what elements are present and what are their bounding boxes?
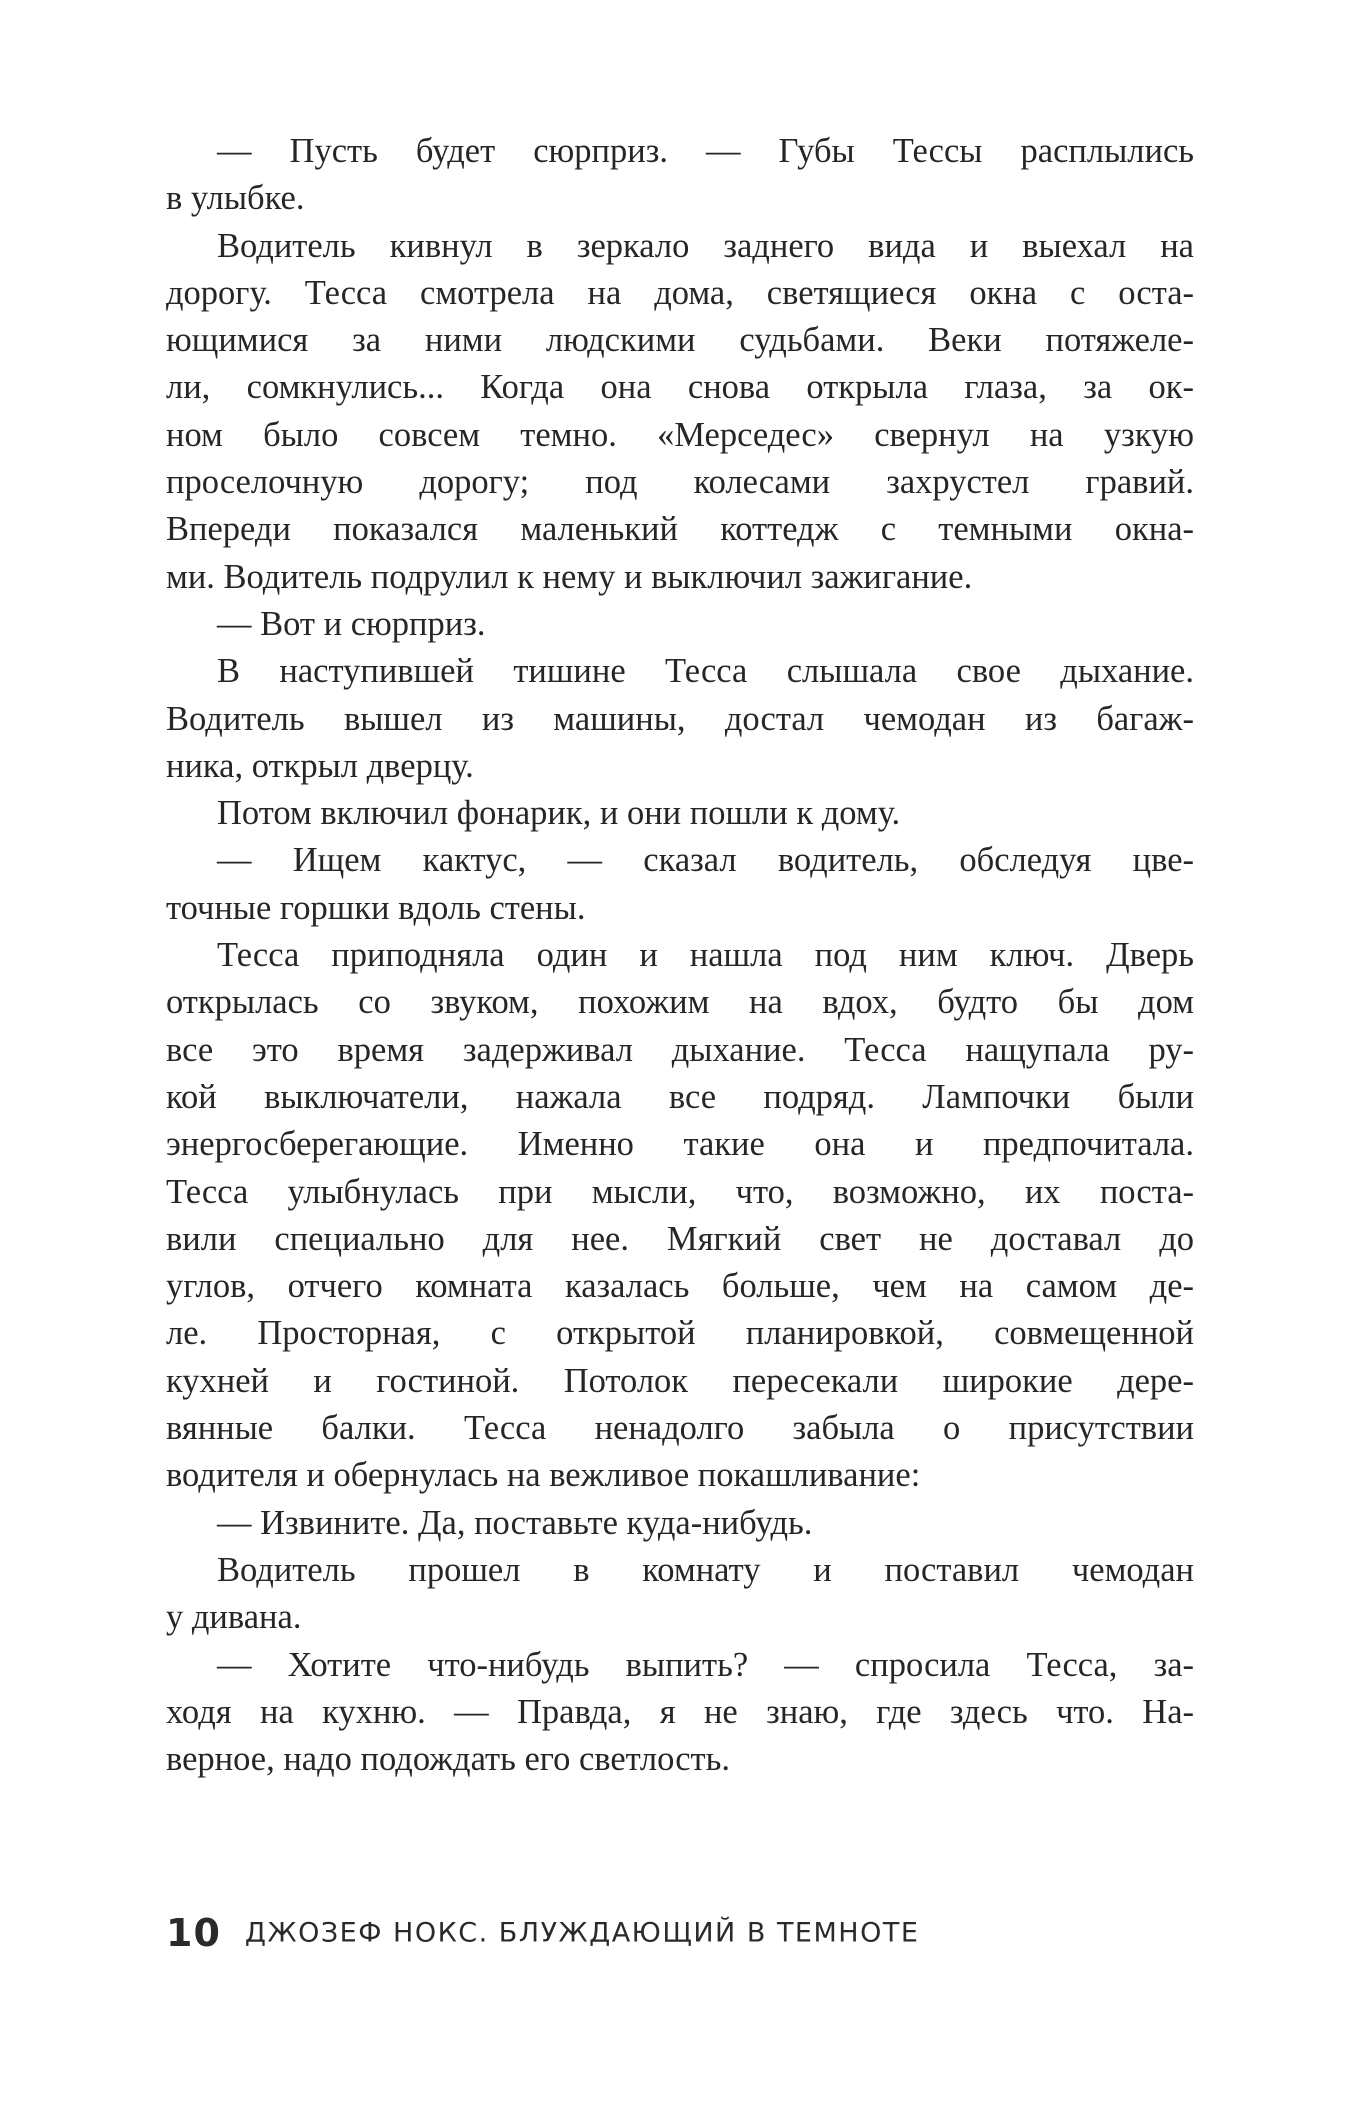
text-line: кой выключатели, нажала все подряд. Лампочки были <box>166 1077 1194 1116</box>
text-line: водителя и обернулась на вежливое покашливание: <box>166 1456 921 1495</box>
text-line: ми. Водитель подрулил к нему и выключил зажигание. <box>166 557 973 596</box>
text-line: все это время задерживал дыхание. Тесса нащупала ру- <box>166 1030 1194 1069</box>
text-line: открылась со звуком, похожим на вдох, будто бы дом <box>166 983 1194 1022</box>
text-line: дорогу. Тесса смотрела на дома, светящиеся окна с оста- <box>166 273 1194 312</box>
text-line: проселочную дорогу; под колесами захрустел гравий. <box>166 463 1194 502</box>
text-line: ном было совсем темно. «Мерседес» свернул на узкую <box>166 415 1194 454</box>
text-line: Потом включил фонарик, и они пошли к дому. <box>217 794 901 833</box>
text-line: — Хотите что-нибудь выпить? — спросила Тесса, за- <box>217 1645 1194 1684</box>
text-line: Водитель прошел в комнату и поставил чемодан <box>217 1550 1194 1589</box>
text-line: ника, открыл дверцу. <box>166 746 474 785</box>
text-line: Впереди показался маленький коттедж с темными окна- <box>166 510 1194 549</box>
text-line: ли, сомкнулись... Когда она снова открыла глаза, за ок- <box>166 368 1194 407</box>
text-line: Водитель кивнул в зеркало заднего вида и выехал на <box>217 226 1194 265</box>
text-line: Тесса приподняла один и нашла под ним ключ. Дверь <box>217 936 1194 975</box>
page-number: 10 <box>166 1911 221 1956</box>
text-line: вили специально для нее. Мягкий свет не доставал до <box>166 1219 1194 1258</box>
body-text <box>166 128 1194 1783</box>
text-line: — Вот и сюрприз. <box>217 604 486 643</box>
text-line: ле. Просторная, с открытой планировкой, совмещенной <box>166 1314 1194 1353</box>
text-line: ющимися за ними людскими судьбами. Веки потяжеле- <box>166 321 1194 360</box>
page-footer <box>166 1911 919 1955</box>
text-line: верное, надо подождать его светлость. <box>166 1740 730 1779</box>
text-line: в улыбке. <box>166 179 305 218</box>
text-line: — Пусть будет сюрприз. — Губы Тессы расплылись <box>217 132 1194 170</box>
text-line: у дивана. <box>166 1598 302 1637</box>
text-line: Водитель вышел из машины, достал чемодан из багаж- <box>166 699 1194 738</box>
text-line: ходя на кухню. — Правда, я не знаю, где здесь что. На- <box>166 1692 1194 1731</box>
text-line: В наступившей тишине Тесса слышала свое дыхание. <box>217 652 1194 691</box>
text-line: углов, отчего комната казалась больше, чем на самом де- <box>166 1267 1194 1306</box>
text-line: — Ищем кактус, — сказал водитель, обследуя цве- <box>217 841 1194 880</box>
running-title: ДЖОЗЕФ НОКС. БЛУЖДАЮЩИЙ В ТЕМНОТЕ <box>244 1917 920 1949</box>
text-line: вянные балки. Тесса ненадолго забыла о присутствии <box>166 1409 1194 1448</box>
text-line: энергосберегающие. Именно такие она и предпочитала. <box>166 1125 1194 1164</box>
text-line: кухней и гостиной. Потолок пересекали широкие дере- <box>166 1361 1194 1400</box>
text-line: Тесса улыбнулась при мысли, что, возможно, их поста- <box>166 1172 1194 1211</box>
text-line: — Извините. Да, поставьте куда-нибудь. <box>217 1503 813 1542</box>
text-line: точные горшки вдоль стены. <box>166 888 586 927</box>
